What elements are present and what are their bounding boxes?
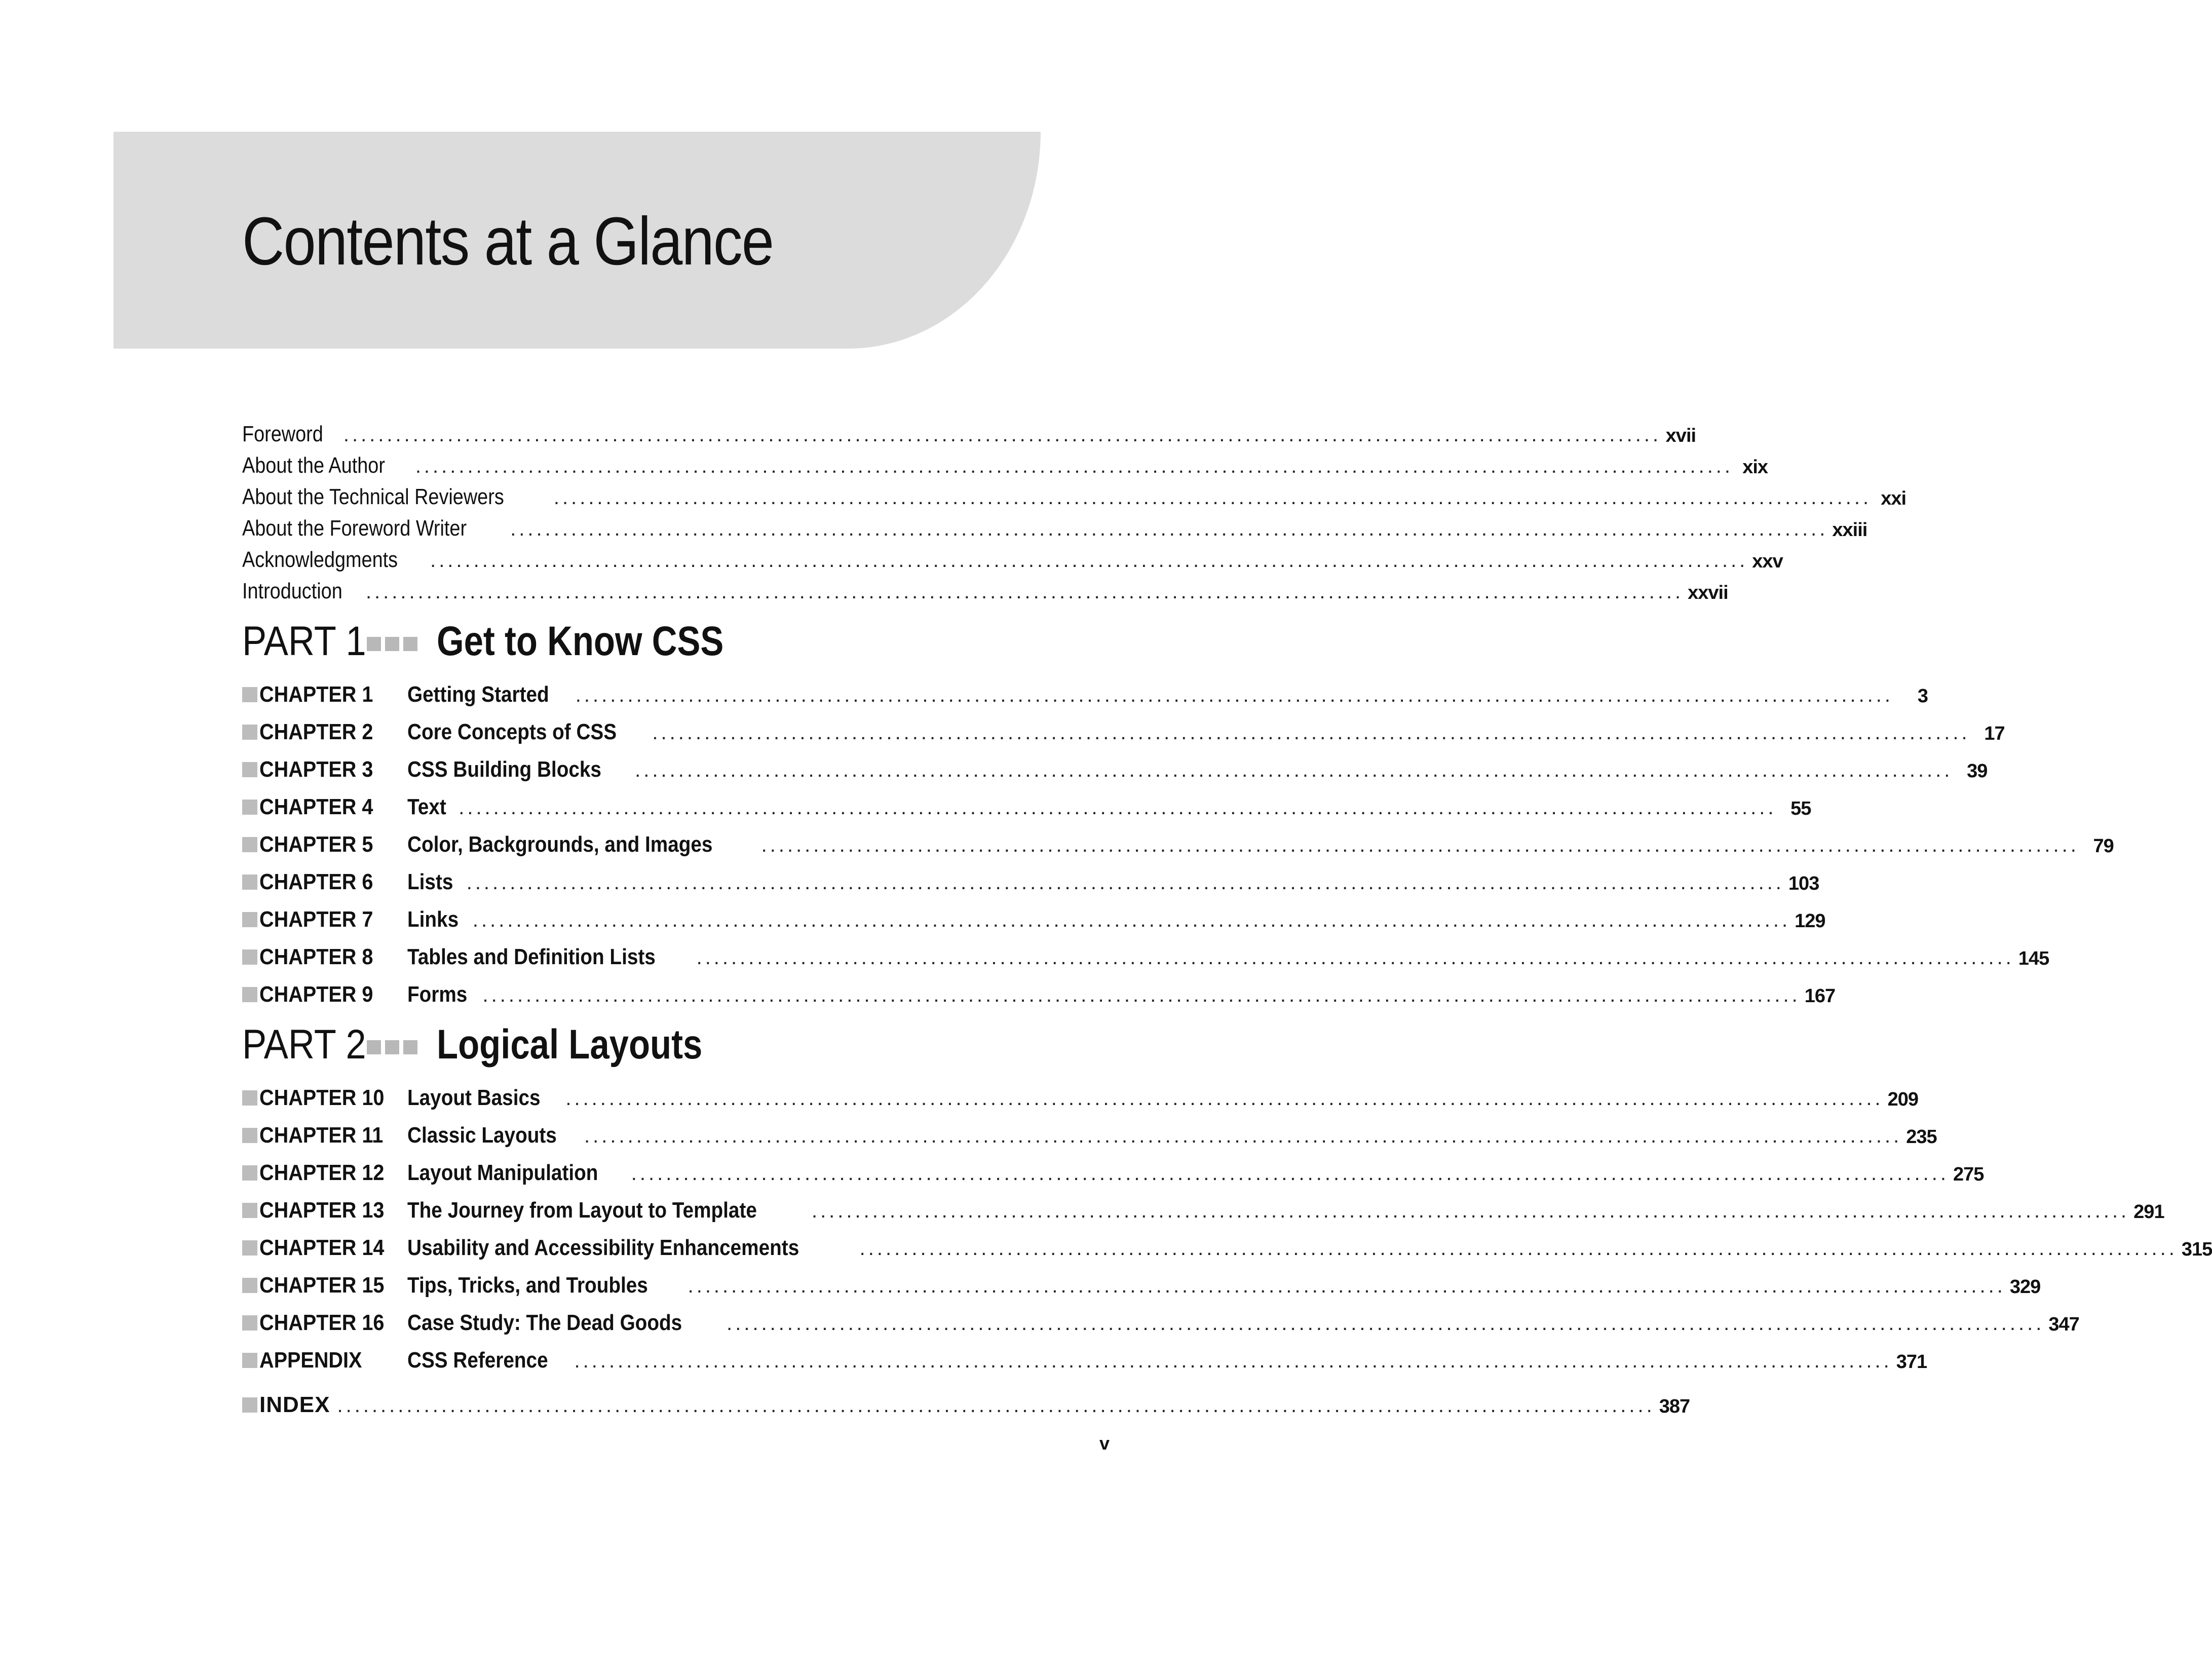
page-number: xxiii: [1832, 519, 1867, 541]
toc-entry-foreword[interactable]: [242, 415, 1696, 447]
square-bullet-icon: [242, 1278, 257, 1293]
toc-entry-foreword-writer[interactable]: [242, 510, 1867, 541]
square-bullet-icon: [242, 875, 257, 890]
page-number: 235: [1906, 1126, 1937, 1148]
toc-entry-chapter-4[interactable]: [242, 782, 1811, 820]
square-bullet-icon: [242, 762, 257, 777]
dot-leader: ........................................................................................................................................................: [472, 909, 1791, 931]
page-number: 275: [1953, 1164, 1984, 1185]
chapter-title: Layout Manipulation: [407, 1160, 598, 1185]
dot-leader: ........................................................................................................................................................: [466, 871, 1784, 894]
page-number: xix: [1742, 457, 1768, 478]
dot-leader: ........................................................................................................................................................: [365, 581, 1684, 603]
page-number: 371: [1896, 1351, 1927, 1373]
dot-leader: ........................................................................................................................................................: [688, 1275, 2006, 1297]
page-number: 145: [2018, 948, 2049, 969]
dot-leader: ........................................................................................................................................................: [727, 1312, 2045, 1335]
chapter-label: CHAPTER 11: [259, 1123, 384, 1148]
toc-entry-index[interactable]: [242, 1380, 1690, 1418]
toc-entry-chapter-16[interactable]: [242, 1298, 2079, 1336]
part-name: Get to Know CSS: [437, 618, 724, 664]
chapter-label: CHAPTER 2: [259, 719, 373, 744]
toc-entry-appendix[interactable]: [242, 1336, 1927, 1373]
page-number: 39: [1967, 761, 1988, 782]
page-number: 315: [2181, 1239, 2212, 1260]
square-bullet-icon: [242, 687, 257, 702]
chapter-label: CHAPTER 10: [259, 1085, 385, 1110]
dot-leader: ........................................................................................................................................................: [652, 721, 1970, 744]
page-number: 329: [2009, 1276, 2041, 1298]
dot-leader: ........................................................................................................................................................: [565, 1087, 1884, 1110]
page-folio: v: [1099, 1433, 1110, 1454]
chapter-label: CHAPTER 7: [259, 907, 373, 932]
part-squares-ornament: [367, 637, 417, 651]
chapter-title: Case Study: The Dead Goods: [407, 1310, 682, 1335]
dot-leader: ........................................................................................................................................................: [635, 759, 1953, 781]
chapter-label: CHAPTER 6: [259, 869, 373, 894]
chapter-title: Layout Basics: [407, 1085, 541, 1110]
chapter-title: Forms: [407, 982, 468, 1007]
square-bullet-icon: [242, 987, 257, 1002]
front-matter-list: [242, 415, 1906, 604]
page-number: 17: [1984, 723, 2005, 744]
chapter-title: Tips, Tricks, and Troubles: [407, 1273, 648, 1298]
dot-leader: ........................................................................................................................................................: [343, 424, 1662, 446]
square-bullet-icon: [242, 725, 257, 740]
dot-leader: ........................................................................................................................................................: [696, 946, 2014, 969]
dot-leader: ........................................................................................................................................................: [761, 834, 2079, 856]
chapter-title: Usability and Accessibility Enhancements: [407, 1235, 799, 1260]
page-number: 167: [1804, 985, 1836, 1007]
chapter-label: CHAPTER 1: [259, 682, 373, 707]
dot-leader: ........................................................................................................................................................: [631, 1162, 1949, 1185]
toc-entry-chapter-11[interactable]: [242, 1111, 1937, 1148]
toc-entry-chapter-14[interactable]: [242, 1223, 2212, 1261]
dot-leader: ........................................................................................................................................................: [575, 684, 1894, 706]
chapter-label: CHAPTER 16: [259, 1310, 385, 1335]
page-number: xxv: [1752, 551, 1783, 572]
part-heading-2: [242, 1020, 1039, 1069]
dot-leader: ........................................................................................................................................................: [510, 518, 1828, 540]
chapter-label: APPENDIX: [259, 1348, 362, 1373]
dot-leader: ........................................................................................................................................................: [584, 1125, 1902, 1147]
chapter-label: CHAPTER 8: [259, 944, 373, 969]
dot-leader: ........................................................................................................................................................: [430, 549, 1748, 572]
chapter-label: CHAPTER 12: [259, 1160, 385, 1185]
chapter-title: CSS Building Blocks: [407, 757, 601, 782]
chapter-title: The Journey from Layout to Template: [407, 1198, 757, 1223]
chapter-title: Getting Started: [407, 682, 549, 707]
chapter-title: Color, Backgrounds, and Images: [407, 832, 713, 857]
dot-leader: ........................................................................................................................................................: [459, 796, 1777, 819]
entry-title: Foreword: [242, 422, 323, 446]
chapter-label: CHAPTER 15: [259, 1273, 385, 1298]
chapter-title: Core Concepts of CSS: [407, 719, 617, 744]
chapter-title: Lists: [407, 869, 453, 894]
square-bullet-icon: [242, 1240, 257, 1256]
square-bullet-icon: [242, 1165, 257, 1181]
square-bullet-icon: [242, 1315, 257, 1331]
dot-leader: ........................................................................................................................................................: [859, 1237, 2178, 1260]
square-bullet-icon: [242, 1353, 257, 1368]
page-number: 347: [2048, 1314, 2079, 1335]
toc-entry-chapter-2[interactable]: [242, 707, 2005, 745]
square-bullet-icon: [242, 1203, 257, 1218]
square-bullet-icon: [242, 949, 257, 965]
part-squares-ornament: [367, 1040, 417, 1054]
toc-entry-chapter-1[interactable]: [242, 670, 1928, 707]
toc-entry-chapter-15[interactable]: [242, 1261, 2041, 1298]
page-number: 129: [1795, 910, 1825, 932]
toc-entry-introduction[interactable]: [242, 573, 1728, 604]
toc-entry-chapter-10[interactable]: [242, 1073, 1918, 1111]
dot-leader: ........................................................................................................................................................: [574, 1350, 1892, 1372]
toc-entry-chapter-3[interactable]: [242, 745, 1988, 782]
page-title: Contents at a Glance: [242, 204, 774, 279]
page-number: 209: [1887, 1089, 1918, 1110]
square-bullet-icon: [242, 1397, 257, 1413]
toc-entry-chapter-9[interactable]: [242, 970, 1836, 1007]
square-bullet-icon: [242, 837, 257, 852]
page-number: xvii: [1665, 425, 1696, 446]
chapter-title: Links: [407, 907, 459, 932]
toc-entry-chapter-7[interactable]: [242, 895, 1825, 932]
square-bullet-icon: [242, 800, 257, 815]
dot-leader: ........................................................................................................................................................: [337, 1394, 1655, 1417]
chapter-label: CHAPTER 13: [259, 1198, 385, 1223]
dot-leader: ........................................................................................................................................................: [553, 486, 1872, 509]
square-bullet-icon: [242, 1090, 257, 1106]
chapter-title: Tables and Definition Lists: [407, 944, 656, 969]
page-number: 291: [2133, 1201, 2164, 1223]
square-bullet-icon: [242, 912, 257, 927]
chapter-title: Text: [407, 794, 446, 819]
toc-entry-chapter-8[interactable]: [242, 932, 2049, 970]
chapter-label: CHAPTER 3: [259, 757, 373, 782]
part-name: Logical Layouts: [437, 1021, 703, 1068]
toc-entry-chapter-6[interactable]: [242, 857, 1819, 895]
chapter-label: CHAPTER 5: [259, 832, 373, 857]
toc-entry-technical-reviewers[interactable]: [242, 478, 1906, 510]
page-number: xxvii: [1688, 582, 1728, 603]
dot-leader: ........................................................................................................................................................: [482, 984, 1801, 1006]
chapter-title: Classic Layouts: [407, 1123, 557, 1148]
page-number: xxi: [1881, 488, 1906, 509]
dot-leader: ........................................................................................................................................................: [811, 1200, 2130, 1222]
index-label: INDEX: [259, 1392, 330, 1417]
page-number: 103: [1788, 873, 1819, 894]
table-of-contents: [242, 415, 2212, 1418]
square-bullet-icon: [242, 1128, 257, 1143]
page-number: 79: [2093, 835, 2114, 857]
part-heading-1: [242, 617, 1039, 666]
chapter-label: CHAPTER 14: [259, 1235, 385, 1260]
entry-title: About the Technical Reviewers: [242, 484, 504, 509]
entry-title: About the Author: [242, 453, 385, 478]
entry-title: Acknowledgments: [242, 547, 398, 572]
chapter-label: CHAPTER 4: [259, 794, 373, 819]
page-number: 55: [1790, 798, 1811, 819]
toc-entry-acknowledgments[interactable]: [242, 541, 1783, 573]
dot-leader: ........................................................................................................................................................: [415, 455, 1734, 477]
part-label: PART 1: [242, 618, 366, 664]
toc-entry-chapter-5[interactable]: [242, 820, 2114, 857]
entry-title: Introduction: [242, 579, 342, 603]
entry-title: About the Foreword Writer: [242, 516, 467, 541]
page-number: 3: [1917, 686, 1928, 707]
chapter-label: CHAPTER 9: [259, 982, 373, 1007]
page-number: 387: [1659, 1396, 1690, 1417]
toc-entry-chapter-13[interactable]: [242, 1186, 2164, 1223]
part-label: PART 2: [242, 1021, 366, 1068]
toc-entry-chapter-12[interactable]: [242, 1148, 1984, 1186]
chapter-title: CSS Reference: [407, 1348, 548, 1373]
toc-entry-about-the-author[interactable]: [242, 447, 1768, 478]
